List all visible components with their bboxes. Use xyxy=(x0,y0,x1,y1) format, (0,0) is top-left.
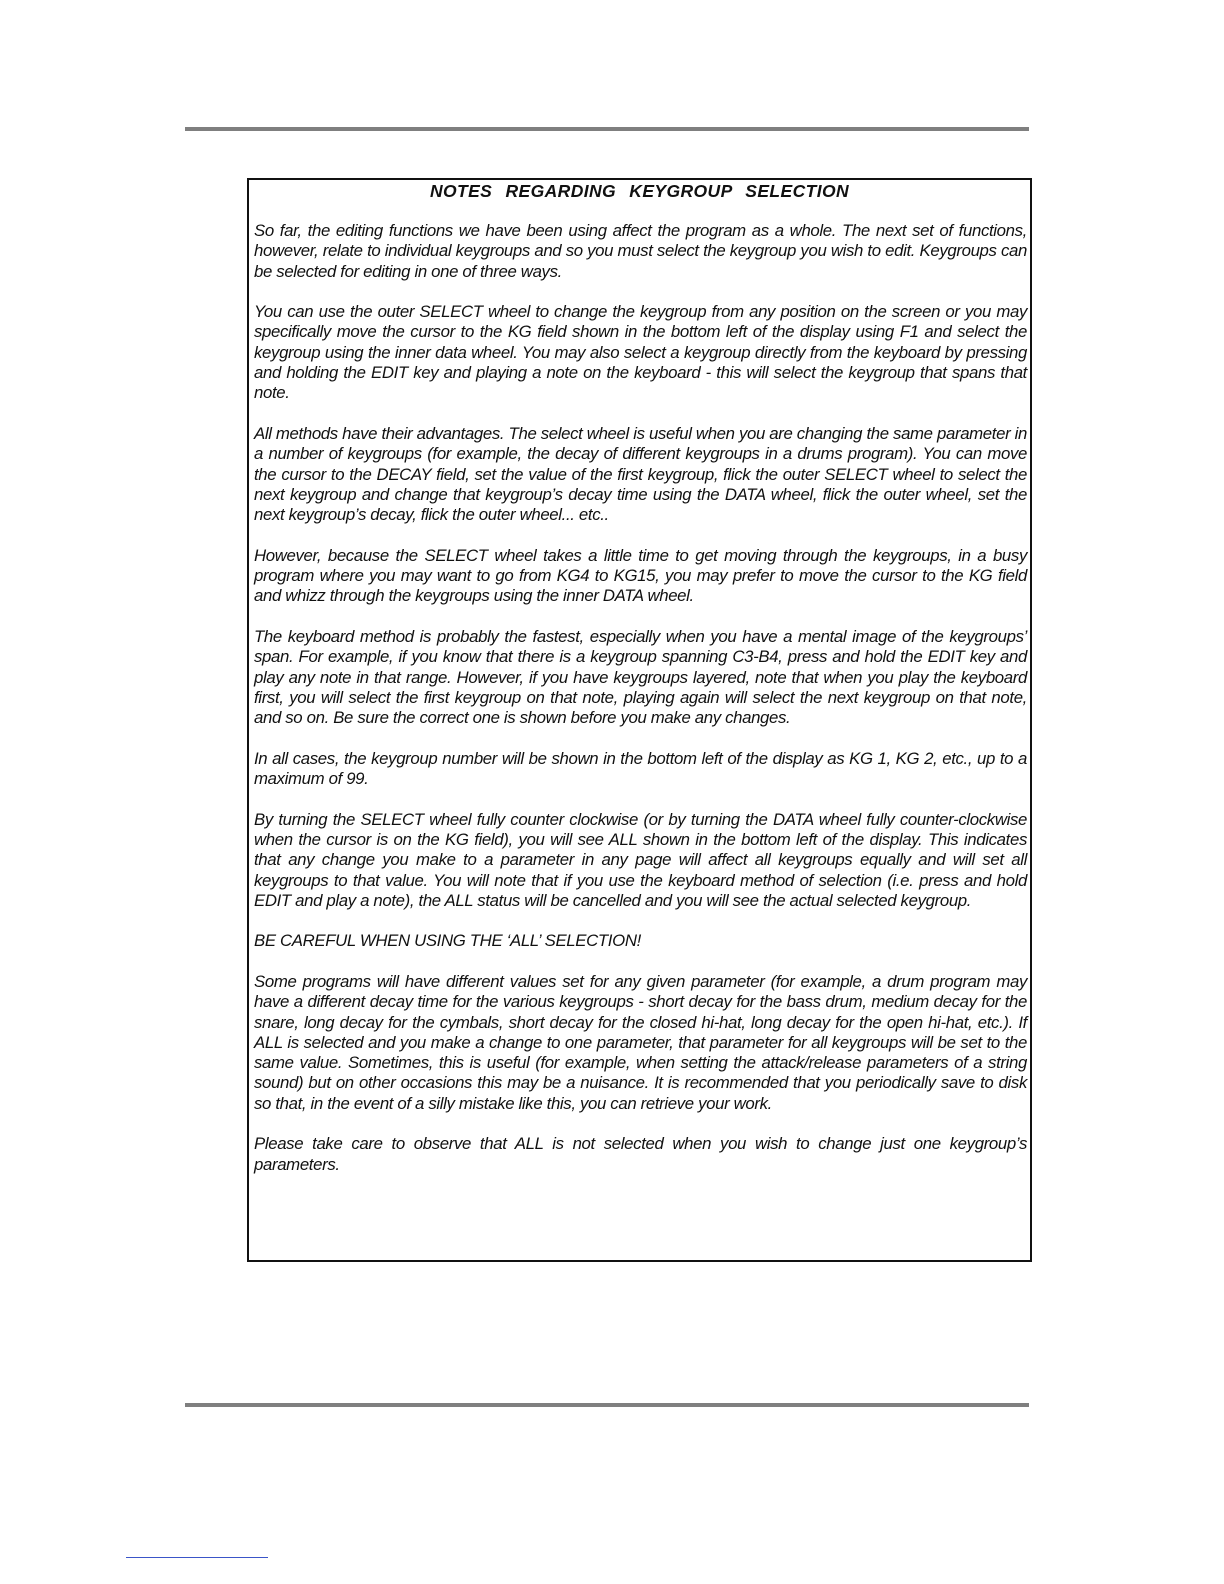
paragraph-advantages: All methods have their advantages. The select wheel is useful when you are changing the same parameter in a number of keygroups (for example, the decay of different keygroups in a drums program). You can move the cursor to the DECAY field, set the value of the first keygroup, flick the outer SELECT wheel to select the next keygroup and change that keygroup’s decay time using the DATA wheel, flick the outer wheel, set the next keygroup’s decay, flick the outer wheel... etc.. xyxy=(254,423,1027,525)
paragraph-keyboard-method: The keyboard method is probably the fastest, especially when you have a mental image of the keygroups’ span. For example, if you know that there is a keygroup spanning C3-B4, press and hold the EDIT key and play any note in that range. However, if you have keygroups layered, note that when you play the keyboard first, you will select the first keygroup on that note, playing again will select the next keygroup on that note, and so on. Be sure the correct one is shown before you make any changes. xyxy=(254,626,1027,728)
footnote-rule xyxy=(126,1557,268,1558)
paragraph-data-wheel: However, because the SELECT wheel takes a little time to get moving through the keygroups, in a busy program where you may want to go from KG4 to KG15, you may prefer to move the cursor to the KG field and whizz through the keygroups using the inner DATA wheel. xyxy=(254,545,1027,606)
paragraph-intro: So far, the editing functions we have been using affect the program as a whole. The next set of functions, however, relate to individual keygroups and so you must select the keygroup you wish to edit. Keygroups can be selected for editing in one of three ways. xyxy=(254,221,1027,281)
note-box xyxy=(247,178,1032,1262)
header-rule xyxy=(185,127,1029,131)
paragraph-final-care: Please take care to observe that ALL is not selected when you wish to change just one keygroup’s parameters. xyxy=(254,1134,1027,1174)
paragraph-keygroup-number: In all cases, the keygroup number will be shown in the bottom left of the display as KG 1, KG 2, etc., up to a maximum of 99. xyxy=(254,748,1027,789)
paragraph-different-values: Some programs will have different values set for any given parameter (for example, a drum program may have a different decay time for the various keygroups - short decay for the bass drum, medium decay for the snare, long decay for the cymbals, short decay for the closed hi-hat, long decay for the open hi-hat, etc.). If ALL is selected and you make a change to one parameter, that parameter for all keygroups will be set to the same value. Sometimes, this is useful (for example, when setting the attack/release parameters of a string sound) but on other occasions this may be a nuisance. It is recommended that you periodically save to disk so that, in the event of a silly mistake like this, you can retrieve your work. xyxy=(254,971,1027,1113)
note-body xyxy=(254,221,1027,1175)
paragraph-select-methods: You can use the outer SELECT wheel to change the keygroup from any position on the screen or you may specifically move the cursor to the KG field shown in the bottom left of the display using F1 and select the keygroup using the inner data wheel. You may also select a keygroup directly from the keyboard by pressing and holding the EDIT key and playing a note on the keyboard - this will select the keygroup that spans that note. xyxy=(254,302,1027,403)
paragraph-all-status: By turning the SELECT wheel fully counter clockwise (or by turning the DATA wheel fully counter-clockwise when the cursor is on the KG field), you will see ALL shown in the bottom left of the display. This indicates that any change you make to a parameter in any page will affect all keygroups equally and will set all keygroups to that value. You will note that if you use the keyboard method of selection (i.e. press and hold EDIT and play a note), the ALL status will be cancelled and you will see the actual selected keygroup. xyxy=(254,809,1027,910)
paragraph-warning: BE CAREFUL WHEN USING THE ‘ALL’ SELECTION! xyxy=(254,931,641,951)
note-title: NOTES REGARDING KEYGROUP SELECTION xyxy=(429,181,850,201)
footer-rule xyxy=(185,1403,1029,1407)
